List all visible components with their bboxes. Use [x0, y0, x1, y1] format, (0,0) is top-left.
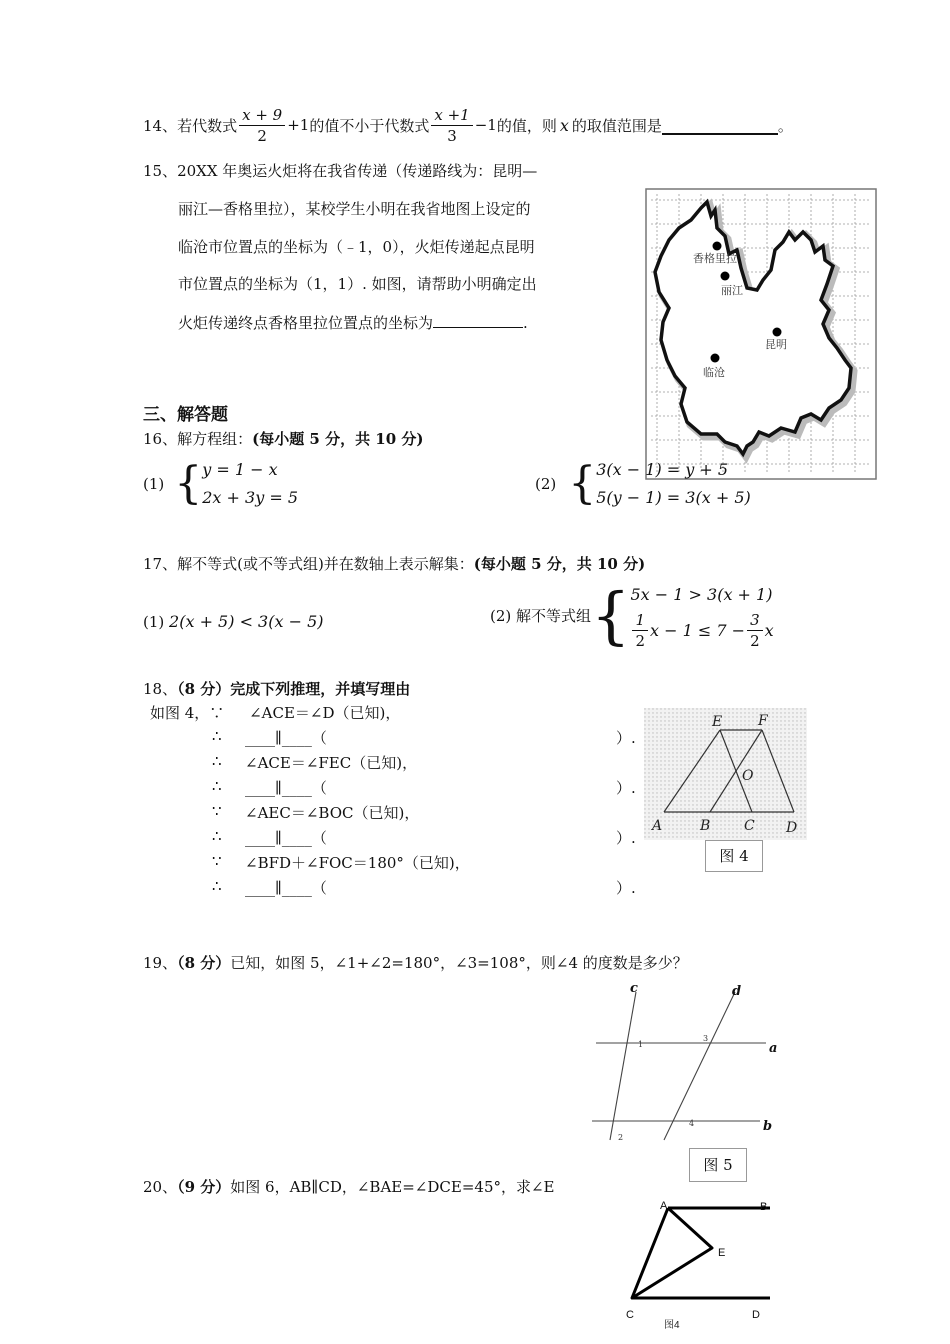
- q20-number: 20、: [143, 1178, 178, 1196]
- lincang-label: 临沧: [703, 367, 725, 379]
- q18-text-1: ∠ACE＝∠D（已知)，: [249, 704, 401, 722]
- q14-end: 。: [777, 116, 793, 135]
- q16-part-2-label: (2): [535, 475, 557, 493]
- q18-sym-7: ∵: [212, 852, 222, 870]
- fig4-label-F: F: [758, 713, 768, 729]
- q18-end-2: ）.: [616, 729, 636, 747]
- q17-heading: [143, 553, 645, 574]
- q14-fraction-2: $\frac{x +1}{3}$: [431, 105, 472, 146]
- q16-part-1-brace: {: [174, 458, 203, 509]
- q17-score-note: (每小题 5 分，共 10 分): [473, 555, 646, 573]
- figure-5: [590, 980, 790, 1150]
- q18-text-4[interactable]: ____∥____（: [245, 779, 327, 797]
- q14-tail2: 的取值范围是: [571, 116, 662, 135]
- q19-number: 19、: [143, 954, 178, 972]
- q15-end: .: [523, 314, 528, 332]
- fig5-label-1: 1: [638, 1040, 644, 1049]
- section-3-title: 三、解答题: [143, 405, 228, 425]
- q14-var: x: [559, 115, 569, 135]
- fig5-label-b: b: [763, 1119, 773, 1134]
- fig5-label-4: 4: [689, 1119, 695, 1128]
- fig4-label-O: O: [742, 768, 754, 784]
- q16-score-note: (每小题 5 分，共 10 分): [252, 430, 424, 448]
- q17-part-2-label: (2) 解不等式组: [490, 607, 592, 625]
- q20-text: 如图 6，AB∥CD，∠BAE=∠DCE=45°，求∠E: [230, 1178, 555, 1196]
- fig5-label-d: d: [732, 984, 742, 999]
- shangri-la-label: 香格里拉: [693, 253, 737, 265]
- q17-part-1-label: (1): [143, 613, 165, 631]
- fig5-label-2: 2: [618, 1133, 624, 1142]
- shangri-la-dot: [713, 242, 722, 251]
- lincang-dot: [711, 354, 720, 363]
- q18-text-8[interactable]: ____∥____（: [245, 879, 327, 897]
- q17-part-2-eq-2a: x − 1 ≤ 7 −: [650, 621, 746, 640]
- fig4-label-D: D: [786, 820, 798, 836]
- figure-6-caption: 图4: [664, 1320, 680, 1331]
- q19-text: 已知，如图 5，∠1+∠2=180°，∠3=108°，则∠4 的度数是多少？: [230, 954, 688, 972]
- q18-text-3: ∠ACE＝∠FEC（已知)，: [245, 754, 418, 772]
- q18-text-6[interactable]: ____∥____（: [245, 829, 327, 847]
- fig4-label-B: B: [700, 818, 711, 834]
- q18-sym-4: ∴: [212, 777, 222, 795]
- fig6-label-B: B: [760, 1201, 768, 1213]
- fig6-label-C: C: [626, 1309, 634, 1321]
- yunnan-map-figure: [645, 188, 877, 480]
- fig4-label-A: A: [652, 818, 663, 834]
- q16-heading: [143, 428, 424, 449]
- q18-end-6: ）.: [616, 829, 636, 847]
- q16-part-1-eq-2: 2x + 3y = 5: [202, 488, 299, 507]
- q17-part-2-eq-2b: x: [764, 621, 774, 640]
- fig6-label-A: A: [660, 1200, 668, 1212]
- q14-answer-blank[interactable]: [662, 115, 778, 135]
- q14-line: [143, 102, 793, 148]
- q14-fraction-1: $\frac{x + 9}{2}$: [239, 105, 285, 146]
- q15-answer-blank[interactable]: [433, 311, 523, 328]
- q15-line-2: 丽江—香格里拉），某校学生小明在我省地图上设定的: [178, 200, 531, 218]
- figure-5-caption: 图 5: [689, 1148, 747, 1182]
- q18-end-4: ）.: [616, 779, 636, 797]
- q14-minus-one: −1: [474, 116, 497, 134]
- q17-part-1-expr: 2(x + 5) < 3(x − 5): [169, 612, 324, 631]
- q14-tail: 的值，则: [496, 116, 557, 135]
- q18-score: （8 分）: [177, 680, 231, 698]
- q17-part-2-brace: {: [591, 578, 631, 652]
- q18-sym-5: ∵: [212, 802, 222, 820]
- q20-line: [143, 1176, 555, 1197]
- q18-end-8: ）.: [616, 879, 636, 897]
- q18-sym-8: ∴: [212, 877, 222, 895]
- q19-line: [143, 952, 688, 973]
- fig6-label-D: D: [752, 1309, 760, 1321]
- figure-6: [620, 1196, 780, 1336]
- q18-title: 完成下列推理，并填写理由: [230, 680, 411, 698]
- kunming-dot: [773, 328, 782, 337]
- q16-part-1-eq-1: y = 1 − x: [202, 460, 278, 479]
- lijiang-label: 丽江: [721, 285, 743, 297]
- q16-part-2-eq-1: 3(x − 1) = y + 5: [596, 460, 729, 479]
- q17-number: 17、解不等式(或不等式组)并在数轴上表示解集：: [143, 555, 474, 573]
- q17-frac-half: $\frac{1}{2}$: [632, 610, 648, 651]
- figure-4: [644, 708, 807, 840]
- q18-proof-row-1: [150, 702, 400, 723]
- q18-sym-1: 如图 4，∵: [150, 704, 225, 722]
- q16-part-2-brace: {: [568, 458, 597, 509]
- q15-line-4: 市位置点的坐标为（1，1）. 如图，请帮助小明确定出: [178, 275, 537, 293]
- q16-part-2-eq-2: 5(y − 1) = 3(x + 5): [596, 488, 751, 507]
- q16-part-1-label: (1): [143, 475, 165, 493]
- fig5-label-c: c: [630, 981, 638, 996]
- q18-sym-3: ∴: [212, 752, 222, 770]
- kunming-label: 昆明: [765, 339, 787, 351]
- q14-prefix: 若代数式: [177, 116, 238, 135]
- q16-part-1: [143, 456, 298, 512]
- figure-4-background: [644, 708, 807, 840]
- line-c: [610, 992, 636, 1140]
- q18-text-7: ∠BFD＋∠FOC＝180°（已知)，: [245, 854, 470, 872]
- q20-score: （9 分）: [177, 1178, 231, 1196]
- q17-part-1: [143, 612, 324, 631]
- q14-mid: 的值不小于代数式: [309, 116, 430, 135]
- q15-line-5: [178, 311, 528, 333]
- q15-line-5-text: 火炬传递终点香格里拉位置点的坐标为: [178, 314, 434, 332]
- q18-number: 18、: [143, 680, 178, 698]
- fig5-label-a: a: [769, 1041, 778, 1056]
- q14-number: 14、: [143, 116, 178, 135]
- fig4-label-E: E: [712, 714, 723, 730]
- q15-line-1: 15、20XX 年奥运火炬将在我省传递（传递路线为：昆明—: [143, 162, 538, 180]
- q16-part-2: [535, 456, 751, 512]
- line-d: [664, 992, 735, 1140]
- figure-4-caption: 图 4: [705, 840, 763, 872]
- lijiang-dot: [721, 272, 730, 281]
- q16-number: 16、解方程组：: [143, 430, 253, 448]
- q18-heading: [143, 678, 410, 699]
- q18-text-2[interactable]: ____∥____（: [245, 729, 327, 747]
- q19-score: （8 分）: [177, 954, 231, 972]
- q17-part-2: [490, 580, 774, 651]
- q18-text-5: ∠AEC＝∠BOC（已知)，: [245, 804, 420, 822]
- q18-sym-6: ∴: [212, 827, 222, 845]
- q18-sym-2: ∴: [212, 727, 222, 745]
- fig6-label-E: E: [718, 1247, 726, 1259]
- q14-plus-one: +1: [287, 116, 310, 134]
- fig4-label-C: C: [744, 818, 755, 834]
- q15-line-3: 临沧市位置点的坐标为（﹣1，0），火炬传递起点昆明: [178, 238, 535, 256]
- q17-part-2-eq-1: 5x − 1 > 3(x + 1): [630, 585, 773, 604]
- fig5-label-3: 3: [703, 1034, 709, 1043]
- q17-frac-three-half: $\frac{3}{2}$: [747, 610, 763, 651]
